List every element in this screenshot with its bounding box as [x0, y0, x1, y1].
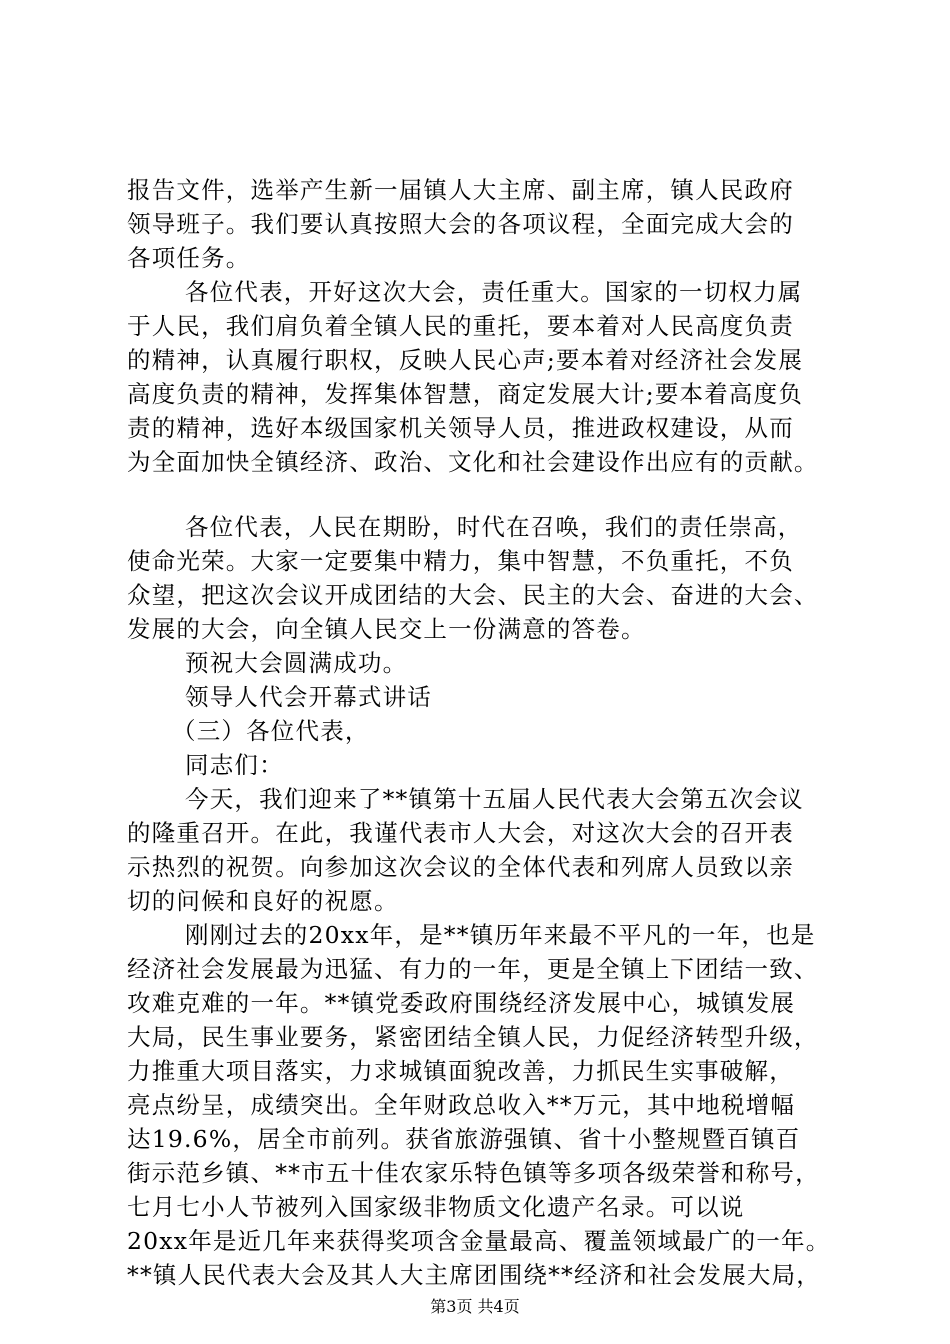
- text-line: 的隆重召开。在此，我谨代表市人大会，对这次大会的召开表: [127, 819, 794, 847]
- text-line: 亮点纷呈，成绩突出。全年财政总收入**万元，其中地税增幅: [127, 1091, 796, 1119]
- text-line: 为全面加快全镇经济、政治、文化和社会建设作出应有的贡献。: [127, 448, 819, 476]
- text-line: 使命光荣。大家一定要集中精力，集中智慧，不负重托，不负: [127, 547, 794, 575]
- text-line: 七月七小人节被列入国家级非物质文化遗产名录。可以说: [127, 1193, 745, 1221]
- text-line: 街示范乡镇、**市五十佳农家乐特色镇等多项各级荣誉和称号，: [127, 1159, 820, 1187]
- text-line: 切的问候和良好的祝愿。: [127, 887, 399, 915]
- text-line: 攻难克难的一年。**镇党委政府围绕经济发展中心，城镇发展: [127, 989, 796, 1017]
- text-line: 领导班子。我们要认真按照大会的各项议程，全面完成大会的: [127, 210, 794, 238]
- text-line: 的精神，认真履行职权，反映人民心声;要本着对经济社会发展: [127, 346, 804, 374]
- text-line: 各项任务。: [127, 244, 251, 272]
- text-line: 发展的大会，向全镇人民交上一份满意的答卷。: [127, 615, 646, 643]
- text-line: 领导人代会开幕式讲话: [185, 683, 432, 711]
- text-line: 力推重大项目落实，力求城镇面貌改善，力抓民生实事破解，: [127, 1057, 794, 1085]
- text-line: 刚刚过去的20xx年，是**镇历年来最不平凡的一年，也是: [185, 921, 816, 949]
- text-line: 20xx年是近几年来获得奖项含金量最高、覆盖领域最广的一年。: [127, 1227, 831, 1255]
- text-line: 预祝大会圆满成功。: [185, 649, 408, 677]
- text-line: 达19.6%，居全市前列。获省旅游强镇、省十小整规暨百镇百: [127, 1125, 801, 1153]
- page-number-footer: 第3页 共4页: [430, 1297, 520, 1316]
- text-line: 各位代表，开好这次大会，责任重大。国家的一切权力属: [185, 278, 803, 306]
- text-line: 责的精神，选好本级国家机关领导人员，推进政权建设，从而: [127, 414, 794, 442]
- text-line: 同志们：: [185, 751, 284, 779]
- text-line: 报告文件，选举产生新一届镇人大主席、副主席，镇人民政府: [127, 176, 794, 204]
- text-line: 各位代表，人民在期盼，时代在召唤，我们的责任崇高，: [185, 513, 803, 541]
- text-line: 今天，我们迎来了**镇第十五届人民代表大会第五次会议: [185, 785, 804, 813]
- text-line: 众望，把这次会议开成团结的大会、民主的大会、奋进的大会、: [127, 581, 819, 609]
- text-line: （三）各位代表，: [172, 717, 370, 745]
- text-line: 高度负责的精神，发挥集体智慧，商定发展大计;要本着高度负: [127, 380, 804, 408]
- text-line: **镇人民代表大会及其人大主席团围绕**经济和社会发展大局，: [127, 1261, 821, 1289]
- text-line: 大局，民生事业要务，紧密团结全镇人民，力促经济转型升级，: [127, 1023, 819, 1051]
- text-line: 示热烈的祝贺。向参加这次会议的全体代表和列席人员致以亲: [127, 853, 794, 881]
- text-line: 于人民，我们肩负着全镇人民的重托，要本着对人民高度负责: [127, 312, 794, 340]
- text-line: 经济社会发展最为迅猛、有力的一年，更是全镇上下团结一致、: [127, 955, 819, 983]
